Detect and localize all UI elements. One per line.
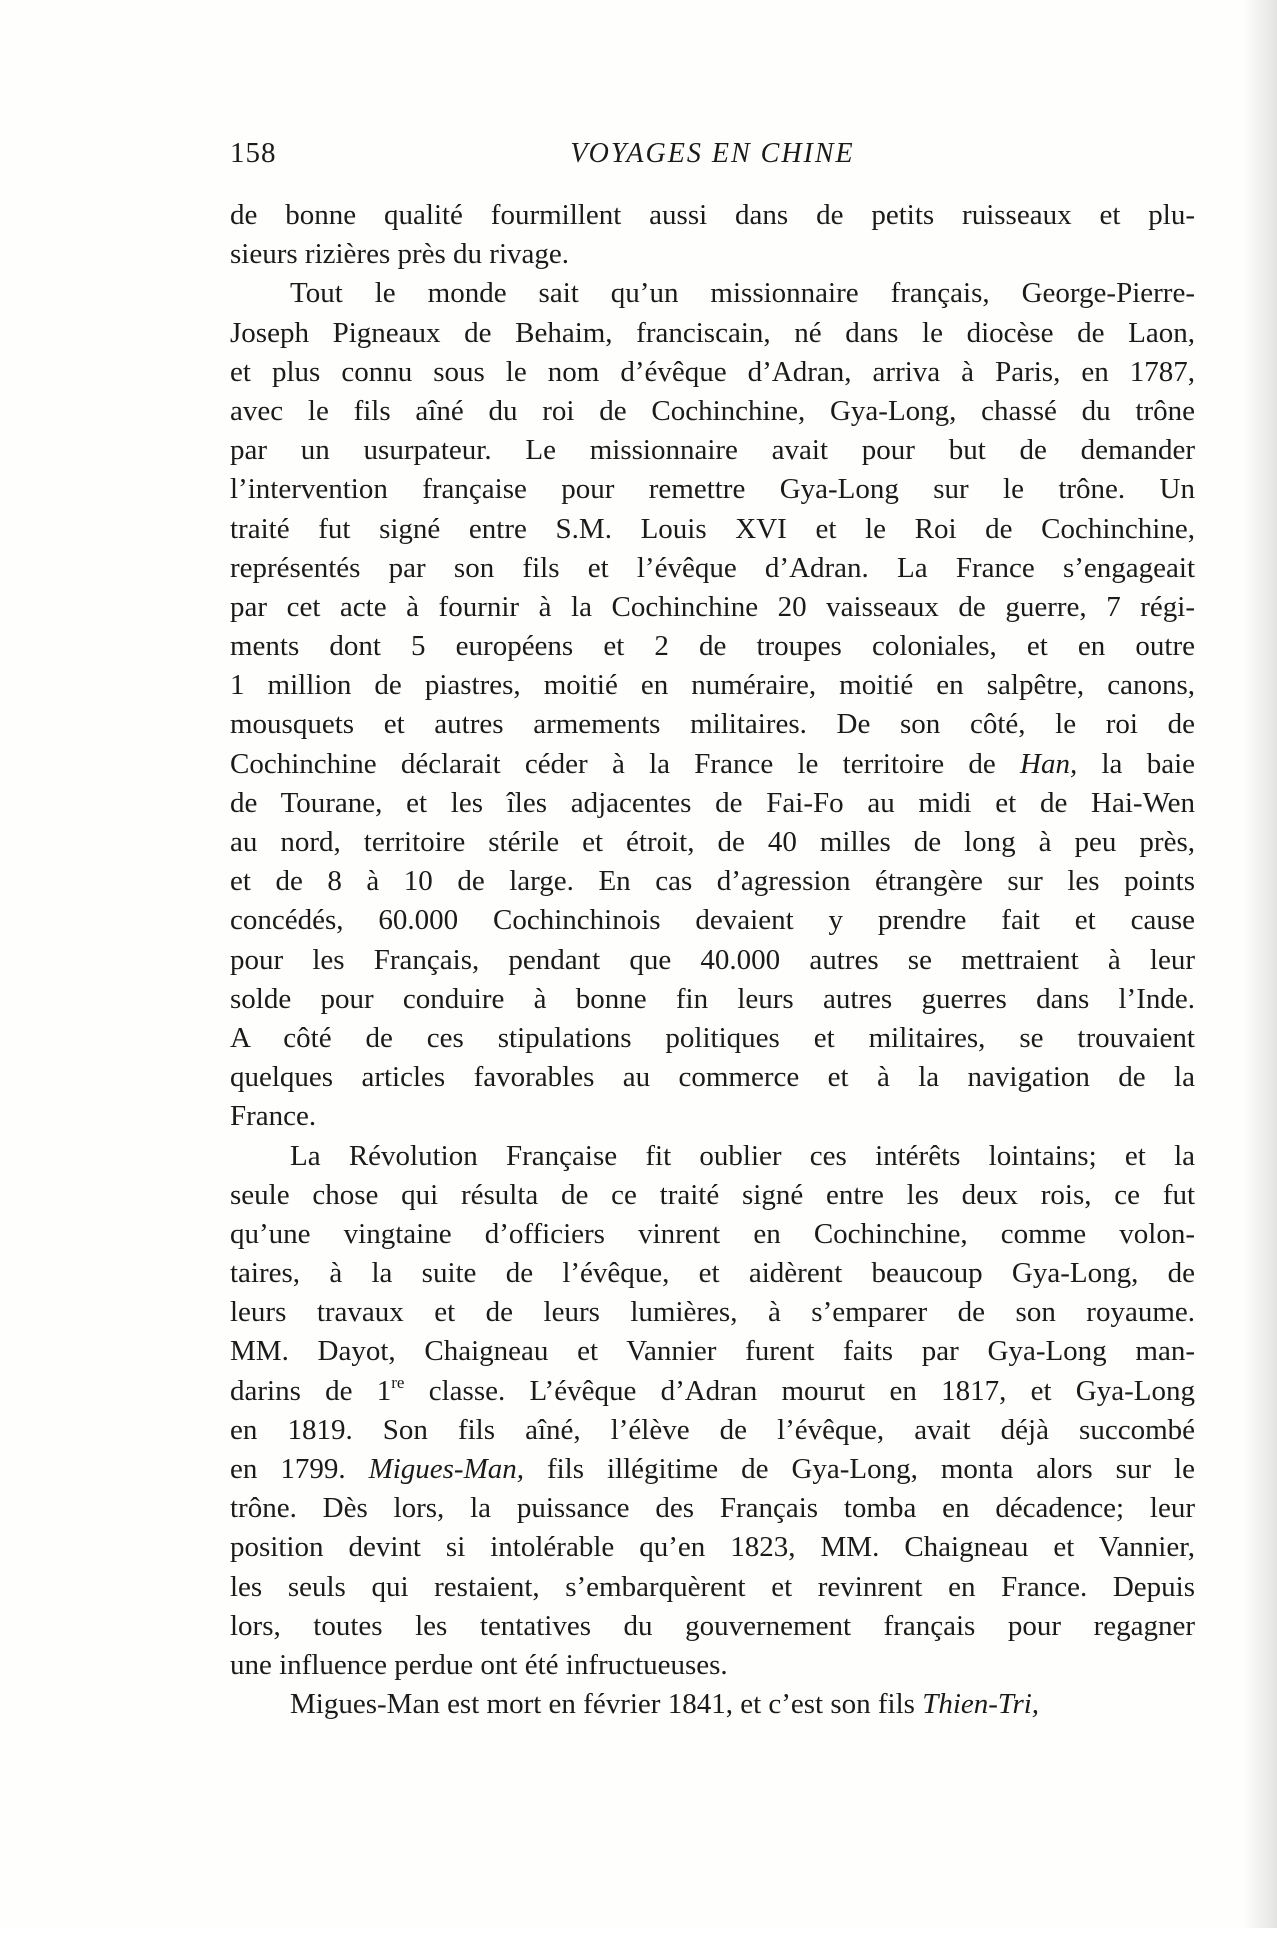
text-line bbox=[230, 274, 1195, 313]
text-segment: trône. Dès lors, la puissance des Français tomba en décadence; leur bbox=[230, 1492, 1195, 1525]
body-text bbox=[230, 196, 1195, 1724]
text-segment: et plus connu sous le nom d’évêque d’Adran, arriva à Paris, en 1787, bbox=[230, 355, 1195, 388]
text-segment: par un usurpateur. Le missionnaire avait pour but de demander bbox=[230, 434, 1195, 467]
text-segment: classe. L’évêque d’Adran mourut en 1817, et Gya-Long bbox=[404, 1374, 1195, 1407]
text-segment: La Révolution Française fit oublier ces intérêts lointains; et la bbox=[290, 1139, 1195, 1172]
text-segment: 1 million de piastres, moitié en numéraire, moitié en salpêtre, canons, bbox=[230, 669, 1195, 702]
page-bottom-margin bbox=[0, 1928, 1277, 1950]
text-line bbox=[230, 862, 1195, 901]
text-segment: les seuls qui restaient, s’embarquèrent et revinrent en France. Depuis bbox=[230, 1570, 1195, 1603]
text-segment: par cet acte à fournir à la Cochinchine 20 vaisseaux de guerre, 7 régi- bbox=[230, 590, 1195, 623]
text-line bbox=[230, 1176, 1195, 1215]
text-line bbox=[230, 1685, 1195, 1724]
text-segment: une influence perdue ont été infructueuses. bbox=[230, 1648, 728, 1681]
text-line bbox=[230, 1568, 1195, 1607]
italic-text: Thien-Tri, bbox=[922, 1688, 1040, 1721]
text-segment: au nord, territoire stérile et étroit, de 40 milles de long à peu près, bbox=[230, 826, 1195, 858]
text-line bbox=[230, 1215, 1195, 1254]
text-line bbox=[230, 1293, 1195, 1332]
text-segment: darins de 1 bbox=[230, 1374, 392, 1407]
text-segment: ments dont 5 européens et 2 de troupes coloniales, et en outre bbox=[230, 630, 1195, 663]
text-line bbox=[230, 196, 1195, 235]
text-line bbox=[230, 1646, 1195, 1685]
text-segment: traité fut signé entre S.M. Louis XVI et le Roi de Cochinchine, bbox=[230, 512, 1195, 545]
text-line bbox=[230, 1137, 1195, 1176]
text-line bbox=[230, 823, 1195, 862]
text-line bbox=[230, 1254, 1195, 1293]
text-segment: qu’une vingtaine d’officiers vinrent en Cochinchine, comme volon- bbox=[230, 1217, 1195, 1250]
text-segment: seule chose qui résulta de ce traité signé entre les deux rois, ce fut bbox=[230, 1178, 1195, 1211]
text-line bbox=[230, 1332, 1195, 1371]
text-line bbox=[230, 901, 1195, 940]
text-segment: mousquets et autres armements militaires. De son côté, le roi de bbox=[230, 708, 1195, 741]
text-segment: position devint si intolérable qu’en 1823, MM. Chaigneau et Vannier, bbox=[230, 1531, 1195, 1564]
text-line bbox=[230, 666, 1195, 705]
italic-text: Han, bbox=[1020, 747, 1078, 780]
text-segment: en 1799. bbox=[230, 1453, 369, 1485]
page-edge-shadow bbox=[1243, 0, 1277, 1928]
text-segment: pour les Français, pendant que 40.000 autres se mettraient à leur bbox=[230, 943, 1195, 976]
text-segment: Joseph Pigneaux de Behaim, franciscain, né dans le diocèse de Laon, bbox=[230, 316, 1195, 349]
text-line bbox=[230, 1450, 1195, 1489]
text-segment: Migues-Man est mort en février 1841, et c’est son fils bbox=[290, 1688, 923, 1721]
text-segment: lors, toutes les tentatives du gouvernement français pour regagner bbox=[230, 1609, 1195, 1642]
text-line bbox=[230, 1019, 1195, 1058]
text-segment: sieurs rizières près du rivage. bbox=[230, 238, 570, 271]
text-segment: concédés, 60.000 Cochinchinois devaient y prendre fait et cause bbox=[230, 904, 1195, 937]
text-line bbox=[230, 1528, 1195, 1567]
text-line bbox=[230, 392, 1195, 431]
text-segment: A côté de ces stipulations politiques et militaires, se trouvaient bbox=[230, 1021, 1195, 1054]
text-segment: l’intervention française pour remettre Gya-Long sur le trône. Un bbox=[230, 473, 1195, 506]
text-segment: représentés par son fils et l’évêque d’Adran. La France s’engageait bbox=[230, 551, 1195, 584]
text-line bbox=[230, 1058, 1195, 1097]
text-segment: fils illégitime de Gya-Long, monta alors sur le bbox=[524, 1453, 1195, 1485]
text-line bbox=[230, 745, 1195, 784]
text-segment: la baie bbox=[1077, 747, 1196, 780]
text-line bbox=[230, 549, 1195, 588]
text-line bbox=[230, 235, 1195, 274]
text-line bbox=[230, 1411, 1195, 1450]
text-segment: taires, à la suite de l’évêque, et aidèrent beaucoup Gya-Long, de bbox=[230, 1257, 1195, 1290]
running-title: VOYAGES EN CHINE bbox=[570, 138, 855, 169]
page-number: 158 bbox=[230, 137, 277, 169]
superscript: re bbox=[391, 1372, 405, 1392]
text-segment: et de 8 à 10 de large. En cas d’agression étrangère sur les points bbox=[230, 865, 1195, 898]
text-segment: Tout le monde sait qu’un missionnaire français, George-Pierre- bbox=[290, 277, 1195, 310]
text-line bbox=[230, 510, 1195, 549]
text-line bbox=[230, 314, 1195, 353]
text-segment: de bonne qualité fourmillent aussi dans de petits ruisseaux et plu- bbox=[230, 199, 1195, 231]
text-line bbox=[230, 941, 1195, 980]
text-segment: de Tourane, et les îles adjacentes de Fai-Fo au midi et de Hai-Wen bbox=[230, 786, 1195, 819]
text-segment: leurs travaux et de leurs lumières, à s’emparer de son royaume. bbox=[230, 1296, 1195, 1329]
text-segment: France. bbox=[230, 1100, 317, 1133]
text-line bbox=[230, 784, 1195, 823]
text-line bbox=[230, 1372, 1195, 1411]
text-line bbox=[230, 980, 1195, 1019]
text-line bbox=[230, 1607, 1195, 1646]
text-line bbox=[230, 1097, 1195, 1136]
text-line bbox=[230, 588, 1195, 627]
text-segment: Cochinchine déclarait céder à la France le territoire de bbox=[230, 747, 1021, 780]
text-line bbox=[230, 470, 1195, 509]
italic-text: Migues-Man, bbox=[368, 1453, 524, 1485]
text-segment: MM. Dayot, Chaigneau et Vannier furent faits par Gya-Long man- bbox=[230, 1335, 1195, 1368]
text-segment: solde pour conduire à bonne fin leurs autres guerres dans l’Inde. bbox=[230, 982, 1195, 1015]
text-line bbox=[230, 353, 1195, 392]
text-line bbox=[230, 627, 1195, 666]
text-segment: avec le fils aîné du roi de Cochinchine, Gya-Long, chassé du trône bbox=[230, 394, 1195, 427]
text-line bbox=[230, 1489, 1195, 1528]
running-head bbox=[230, 134, 1195, 173]
text-segment: en 1819. Son fils aîné, l’élève de l’évêque, avait déjà succombé bbox=[230, 1413, 1195, 1446]
text-segment: quelques articles favorables au commerce et à la navigation de la bbox=[230, 1061, 1195, 1094]
text-line bbox=[230, 705, 1195, 744]
text-line bbox=[230, 431, 1195, 470]
